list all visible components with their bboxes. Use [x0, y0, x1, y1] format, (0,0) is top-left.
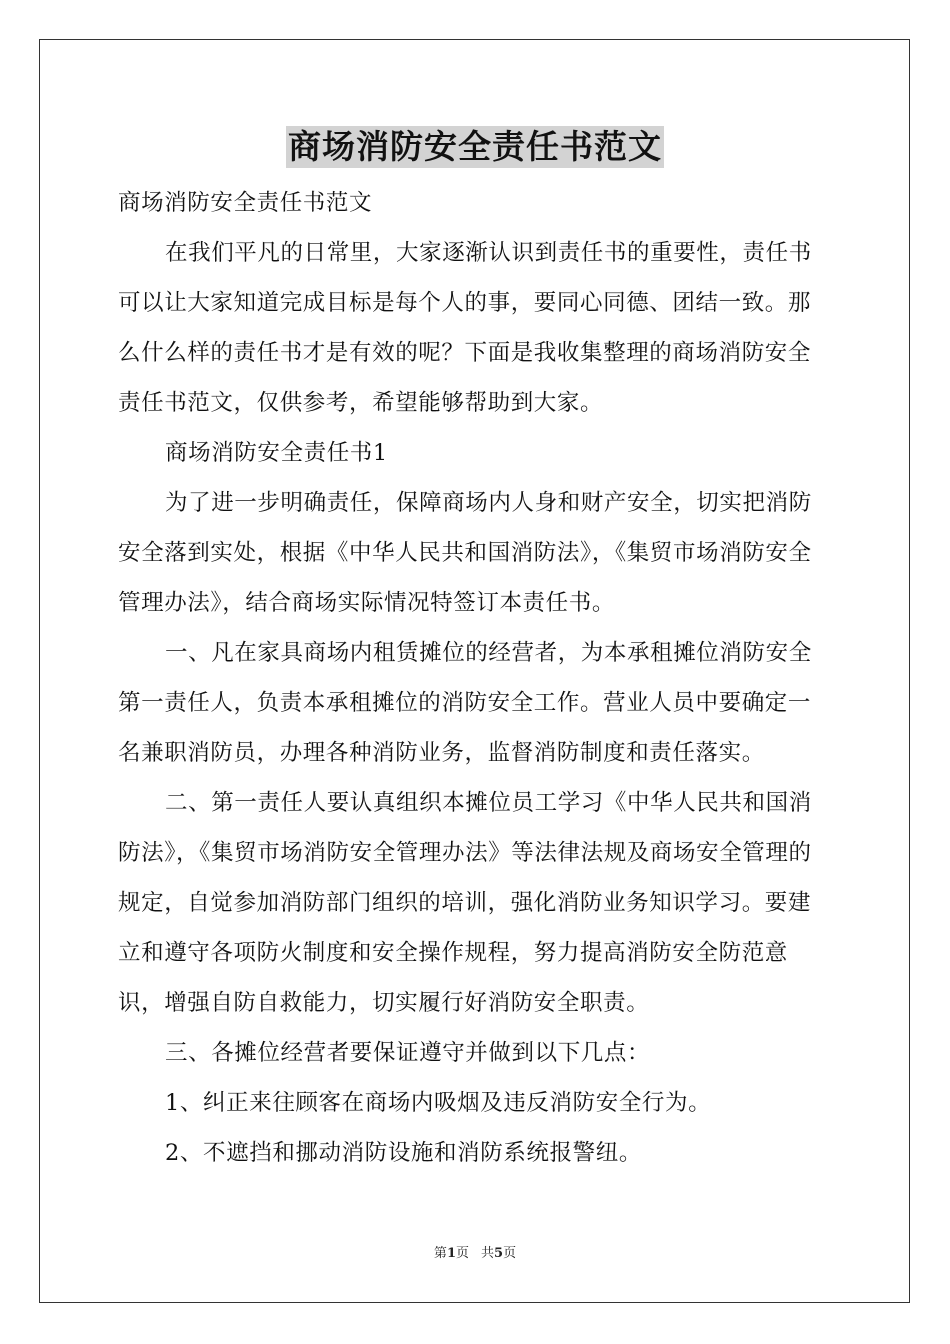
total-unit: 页 [503, 1246, 517, 1261]
page-current: 1 [446, 1246, 456, 1261]
subtitle-paragraph: 商场消防安全责任书范文 [118, 190, 373, 216]
list-item-2: 2、不遮挡和挪动消防设施和消防系统报警纽。 [165, 1140, 642, 1166]
clause-three-paragraph: 三、各摊位经营者要保证遵守并做到以下几点： [165, 1040, 651, 1066]
page-footer [0, 1245, 950, 1263]
title-container [0, 126, 950, 168]
document-title: 商场消防安全责任书范文 [288, 127, 662, 166]
page-prefix: 第 [433, 1246, 447, 1261]
section-heading: 商场消防安全责任书1 [165, 440, 388, 466]
total-prefix: 共 [481, 1246, 495, 1261]
clause-two-paragraph: 二、第一责任人要认真组织本摊位员工学习《中华人民共和国消防法》，《集贸市场消防安全管理办法》等法律法规及商场安全管理的规定，自觉参加消防部门组织的培训，强化消防业务知识学习。要建立和遵守各项防火制度和安全操作规程，努力提高消防安全防范意识，增强自防自救能力，切实履行好消防安全职责。 [118, 790, 812, 1016]
body-paragraph: 为了进一步明确责任，保障商场内人身和财产安全，切实把消防安全落到实处，根据《中华人民共和国消防法》，《集贸市场消防安全管理办法》，结合商场实际情况特签订本责任书。 [118, 490, 812, 616]
page-unit: 页 [455, 1246, 469, 1261]
document-body [118, 178, 833, 1178]
list-item-1: 1、纠正来往顾客在商场内吸烟及违反消防安全行为。 [165, 1090, 712, 1116]
page-total: 5 [494, 1246, 504, 1261]
intro-paragraph: 在我们平凡的日常里，大家逐渐认识到责任书的重要性，责任书可以让大家知道完成目标是每个人的事，要同心同德、团结一致。那么什么样的责任书才是有效的呢？下面是我收集整理的商场消防安全责任书范文，仅供参考，希望能够帮助到大家。 [118, 240, 812, 416]
clause-one-paragraph: 一、凡在家具商场内租赁摊位的经营者，为本承租摊位消防安全第一责任人，负责本承租摊位的消防安全工作。营业人员中要确定一名兼职消防员，办理各种消防业务，监督消防制度和责任落实。 [118, 640, 812, 766]
